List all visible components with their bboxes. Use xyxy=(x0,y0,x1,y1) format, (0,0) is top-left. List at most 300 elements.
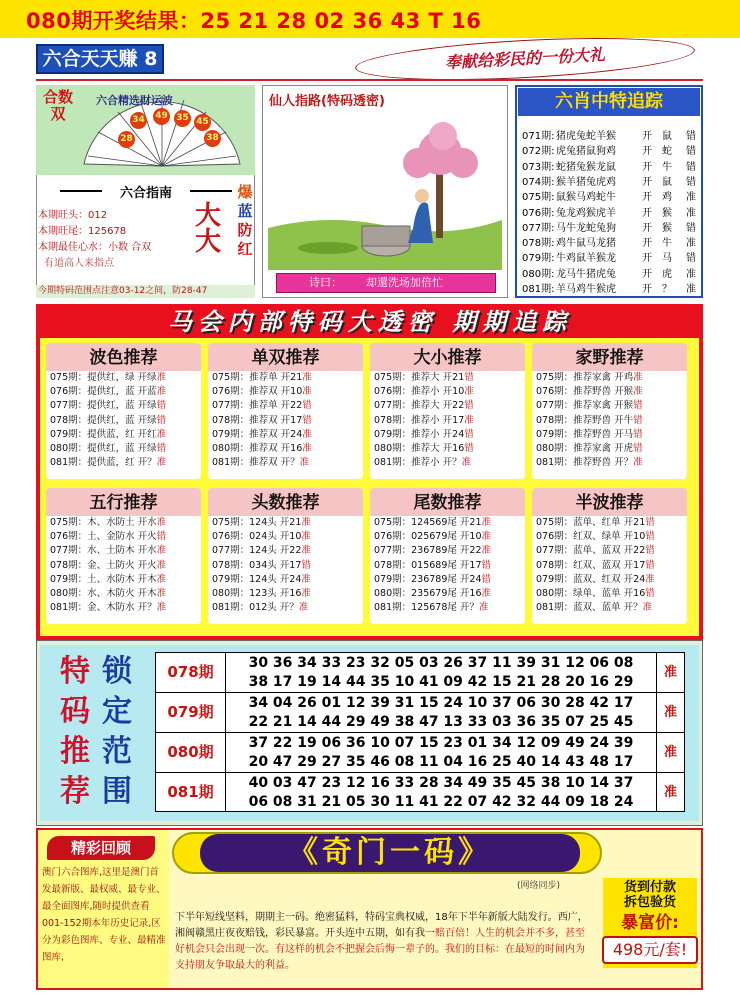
card-row-result: 错 xyxy=(464,428,474,440)
info-line: 本期旺头：012 xyxy=(38,210,108,221)
card-row-text: 079期：124头 开24 xyxy=(212,573,302,585)
special-numbers xyxy=(226,653,656,692)
gift-slogan: 奉献给彩民的一份大礼 xyxy=(354,31,696,87)
char: 定 xyxy=(102,694,132,729)
card-row-result: 准 xyxy=(481,517,492,528)
special-table xyxy=(155,652,685,812)
card-row-result: 错 xyxy=(481,573,492,585)
card-row xyxy=(532,414,687,428)
card-row-text: 080期：推荐家禽 开虎 xyxy=(536,443,634,455)
card-row xyxy=(46,414,201,428)
card-row-result: 准 xyxy=(156,372,167,383)
tracking-animals: 马牛龙蛇兔狗 xyxy=(556,222,616,234)
tracking-period: 077期: xyxy=(522,222,555,234)
card-row-text: 077期：推荐家禽 开猴 xyxy=(536,400,634,412)
card-row-result: 错 xyxy=(633,414,643,426)
card-row-text: 075期：124569尾 开21 xyxy=(374,517,482,528)
card-row-text: 081期：推荐小 开？ xyxy=(374,457,462,469)
tracking-open: 开 xyxy=(642,222,652,234)
card-row xyxy=(532,573,687,587)
tracking-row xyxy=(522,249,696,264)
card-row-text: 077期：124头 开22 xyxy=(212,545,302,557)
card-row xyxy=(208,385,363,399)
ball: 45 xyxy=(194,114,211,131)
card-row-text: 081期：蓝双、蓝单 开？ xyxy=(536,602,643,614)
char: 围 xyxy=(102,774,132,809)
card-row-text: 080期：推荐双 开16 xyxy=(212,443,303,455)
card-row-text: 076期：推荐双 开10 xyxy=(212,386,303,398)
card-row-result: 准 xyxy=(481,545,492,557)
card-row-text: 076期：025679尾 开10 xyxy=(374,531,482,543)
tracking-animals: 鸡牛鼠马龙猪 xyxy=(556,238,616,250)
card-row-result: 错 xyxy=(645,517,655,528)
recommend-card xyxy=(532,343,687,479)
special-number-line: 20 47 29 27 35 46 08 11 04 16 25 40 14 43 48 17 xyxy=(248,754,634,770)
card-row xyxy=(370,544,525,558)
tracking-zodiac: 猴 xyxy=(662,222,672,234)
card-row xyxy=(208,544,363,558)
card-row-text: 080期：提供红，蓝 开绿 xyxy=(50,443,157,455)
card-row-result: 准 xyxy=(302,386,312,398)
recommend-card xyxy=(46,488,201,624)
card-row xyxy=(46,559,201,573)
results-banner xyxy=(0,0,740,38)
special-mark: 准 xyxy=(656,653,684,692)
card-row xyxy=(370,442,525,456)
review-title: 精彩回顾 xyxy=(47,836,155,860)
card-row xyxy=(46,442,201,456)
recommend-card xyxy=(208,488,363,624)
card-row xyxy=(370,587,525,601)
price-value: 498元/套! xyxy=(602,936,698,964)
card-row xyxy=(208,442,363,456)
card-row-text: 079期：236789尾 开24 xyxy=(374,573,482,585)
card-row-result: 错 xyxy=(633,443,643,455)
price-label: 暴富价: xyxy=(621,913,679,933)
card-row-result: 准 xyxy=(633,386,643,398)
tracking-status: 错 xyxy=(686,161,696,173)
illustration-image xyxy=(268,108,502,270)
card-row-text: 079期：提供蓝，红 开红 xyxy=(50,428,157,440)
card-row xyxy=(46,371,201,385)
card-row-result: 错 xyxy=(156,400,167,412)
card-row-text: 075期：推荐大 开21 xyxy=(374,372,465,383)
tracking-period: 076期: xyxy=(522,207,555,219)
tracking-row xyxy=(522,127,696,142)
card-row xyxy=(532,559,687,573)
divider xyxy=(36,79,703,81)
card-row xyxy=(532,442,687,456)
card-row-text: 079期：推荐小 开24 xyxy=(374,428,465,440)
card-row-text: 077期：236789尾 开22 xyxy=(374,545,482,557)
card-row-result: 准 xyxy=(156,573,167,585)
tracking-zodiac: 马 xyxy=(662,253,672,265)
recommend-card xyxy=(208,343,363,479)
card-row-text: 081期：125678尾 开？ xyxy=(374,602,479,614)
card-row-result: 准 xyxy=(302,372,312,383)
card-title: 波色推荐 xyxy=(46,343,201,371)
zodiac-label: 合数双 xyxy=(43,88,74,123)
card-title: 头数推荐 xyxy=(208,488,363,516)
tracking-animals: 虎兔猪鼠狗鸡 xyxy=(556,146,616,158)
card-row-result: 准 xyxy=(633,457,643,469)
card-row xyxy=(370,399,525,413)
card-row-result: 错 xyxy=(633,400,643,412)
fan-title: 六合精选财运波 xyxy=(96,94,173,107)
special-row xyxy=(156,653,684,693)
tracking-zodiac: 虎 xyxy=(662,268,672,280)
card-title: 尾数推荐 xyxy=(370,488,525,516)
tracking-period: 073期: xyxy=(522,161,555,173)
special-row xyxy=(156,693,684,733)
card-row-result: 准 xyxy=(481,588,492,600)
tracking-status: 错 xyxy=(686,222,696,234)
special-number-line: 30 36 34 33 23 32 05 03 26 37 11 39 31 12 06 08 xyxy=(248,655,634,671)
char: 范 xyxy=(102,734,132,769)
card-row-text: 081期：推荐野兽 开？ xyxy=(536,457,634,469)
card-title: 家野推荐 xyxy=(532,343,687,371)
recommend-card xyxy=(46,343,201,479)
card-row-result: 准 xyxy=(156,428,167,440)
edition-label: 六合天天赚 8 xyxy=(36,44,164,74)
side-chars xyxy=(233,183,257,259)
card-row xyxy=(532,530,687,544)
tracking-open: 开 xyxy=(642,268,652,280)
card-row xyxy=(532,428,687,442)
tracking-period: 079期: xyxy=(522,253,555,265)
tracking-open: 开 xyxy=(642,192,652,204)
guide-title: 六合指南 xyxy=(60,182,232,201)
card-row xyxy=(370,428,525,442)
tracking-status: 错 xyxy=(686,131,696,142)
card-row-text: 079期：蓝双、红双 开24 xyxy=(536,573,646,585)
special-mark: 准 xyxy=(656,733,684,772)
card-row-text: 076期：红双、绿单 开10 xyxy=(536,531,646,543)
tracking-zodiac: 鼠 xyxy=(662,176,672,188)
tracking-open: 开 xyxy=(642,253,652,265)
card-row xyxy=(46,601,201,615)
tracking-period: 071期: xyxy=(522,131,555,142)
card-row xyxy=(370,414,525,428)
card-row-result: 准 xyxy=(299,457,310,469)
card-row-result: 准 xyxy=(302,443,312,455)
char: 推 xyxy=(60,734,90,769)
card-row xyxy=(46,530,201,544)
card-row xyxy=(46,385,201,399)
tracking-animals: 兔龙鸡猴虎羊 xyxy=(556,207,616,219)
card-row xyxy=(208,399,363,413)
card-row-result: 准 xyxy=(461,457,472,469)
big-char: 大大 xyxy=(194,201,221,257)
card-row xyxy=(208,573,363,587)
tracking-row xyxy=(522,188,696,203)
card-row xyxy=(370,385,525,399)
tracking-period: 075期: xyxy=(522,192,555,204)
tracking-row xyxy=(522,173,696,188)
card-row xyxy=(370,601,525,615)
tracking-animals: 龙马牛猪虎兔 xyxy=(556,268,616,280)
char: 特 xyxy=(60,654,90,689)
card-row-result: 错 xyxy=(464,400,474,412)
card-row-result: 准 xyxy=(156,559,167,571)
card-row-text: 079期：推荐双 开24 xyxy=(212,428,303,440)
card-row xyxy=(370,530,525,544)
card-row-text: 078期：034头 开17 xyxy=(212,559,302,571)
card-row xyxy=(370,573,525,587)
tracking-zodiac: 蛇 xyxy=(662,146,672,158)
card-row-result: 准 xyxy=(301,531,311,543)
card-row xyxy=(532,601,687,615)
ball: 49 xyxy=(153,108,170,125)
special-number-line: 06 08 31 21 05 30 11 41 22 07 42 32 44 09 18 24 xyxy=(248,794,634,810)
ball: 38 xyxy=(204,130,221,147)
card-row-text: 078期：推荐双 开17 xyxy=(212,414,303,426)
card-row-text: 081期：推荐双 开？ xyxy=(212,457,300,469)
card-row-result: 错 xyxy=(156,443,167,455)
card-row-result: 错 xyxy=(645,559,655,571)
banner-title: 《奇门一码》 xyxy=(200,834,580,872)
card-row-result: 准 xyxy=(301,545,311,557)
special-number-line: 34 04 26 01 12 39 31 15 24 10 37 06 30 28 42 17 xyxy=(248,695,634,711)
special-left-chars xyxy=(55,652,95,812)
card-row-text: 080期：绿单、蓝单 开16 xyxy=(536,588,646,600)
tracking-status: 错 xyxy=(686,253,696,265)
tracking-status: 准 xyxy=(686,268,696,280)
card-row-text: 078期：提供红，蓝 开绿 xyxy=(50,414,157,426)
card-row-text: 075期：木、水防土 开水 xyxy=(50,517,157,528)
tracking-period: 081期: xyxy=(522,284,555,295)
tracking-open: 开 xyxy=(642,284,652,295)
card-row xyxy=(370,516,525,530)
card-row-result: 准 xyxy=(302,428,312,440)
cod-line: 拆包验货 xyxy=(623,895,676,910)
recommend-card xyxy=(532,488,687,624)
special-numbers xyxy=(226,773,656,812)
tracking-zodiac: 鸡 xyxy=(662,192,672,204)
side-char: 防 xyxy=(237,221,253,239)
card-row-result: 准 xyxy=(642,602,653,614)
card-row-text: 078期：推荐小 开17 xyxy=(374,414,465,426)
card-row-text: 080期：水、木防火 开木 xyxy=(50,588,157,600)
card-row-result: 错 xyxy=(301,559,311,571)
tracking-zodiac: 鼠 xyxy=(662,131,672,142)
card-row-result: 错 xyxy=(481,559,492,571)
info-line: 有道高人来指点 xyxy=(44,258,114,269)
tracking-animals: 蛇猪兔猴龙鼠 xyxy=(556,161,616,173)
tracking-status: 准 xyxy=(686,284,696,295)
tracking-animals: 猪虎兔蛇羊猴 xyxy=(556,131,616,142)
card-title: 单双推荐 xyxy=(208,343,363,371)
info-line: 本期旺尾：125678 xyxy=(38,226,127,237)
poem-text: 却還洗场加倍忙 xyxy=(366,276,443,289)
card-row xyxy=(208,587,363,601)
tracking-animals: 猴羊猪兔虎鸡 xyxy=(556,176,616,188)
card-row-result: 准 xyxy=(156,457,167,469)
card-row-text: 077期：推荐单 开22 xyxy=(212,400,303,412)
tracking-row xyxy=(522,265,696,280)
card-row-result: 准 xyxy=(481,531,492,543)
card-row xyxy=(208,559,363,573)
card-row-text: 076期：推荐野兽 开猴 xyxy=(536,386,634,398)
promo-line: 下半年短线坚料，期期主一码。绝密猛料，特码宝典权威，18年下半年新版大陆发行。西广，湘阀赣黑庄夜夜赔钱，彩民暴富。开头连中五期，如有我一 xyxy=(175,912,588,939)
card-row-text: 075期：推荐家禽 开鸡 xyxy=(536,372,634,383)
card-row-text: 077期：蓝单、蓝双 开22 xyxy=(536,545,646,557)
card-row-result: 准 xyxy=(298,602,309,614)
card-row xyxy=(208,530,363,544)
card-row xyxy=(208,601,363,615)
special-period: 080期 xyxy=(156,733,226,772)
card-row-result: 错 xyxy=(156,414,167,426)
tracking-status: 准 xyxy=(686,207,696,219)
tracking-open: 开 xyxy=(642,176,652,188)
card-row xyxy=(208,414,363,428)
special-period: 081期 xyxy=(156,773,226,812)
card-row-text: 080期：推荐大 开16 xyxy=(374,443,465,455)
sync-note: (网络同步) xyxy=(517,881,561,891)
recommend-title: 马会内部特码大透密 期期追踪 xyxy=(167,307,573,336)
char: 锁 xyxy=(102,654,132,689)
tracking-status: 错 xyxy=(686,146,696,158)
info-line: 本期最佳心水：小数 合双 xyxy=(38,242,152,253)
tracking-period: 074期: xyxy=(522,176,555,188)
tracking-period: 072期: xyxy=(522,146,555,158)
card-row xyxy=(46,399,201,413)
card-row-text: 078期：红双、蓝双 开17 xyxy=(536,559,646,571)
card-row-result: 准 xyxy=(156,517,167,528)
range-note: 今期特码范围点注意03-12之间，防28-47 xyxy=(36,285,255,298)
tracking-row xyxy=(522,204,696,219)
card-row xyxy=(370,456,525,470)
card-row xyxy=(46,516,201,530)
side-char: 蓝 xyxy=(237,202,253,220)
char: 码 xyxy=(60,694,90,729)
card-row-text: 080期：123头 开16 xyxy=(212,588,302,600)
cod-line: 货到付款 xyxy=(623,880,676,895)
card-row-text: 077期：水、土防木 开水 xyxy=(50,545,157,557)
tracking-zodiac: 牛 xyxy=(662,238,672,250)
card-row-text: 076期：土、金防水 开火 xyxy=(50,531,157,543)
tracking-status: 准 xyxy=(686,238,696,250)
results-text: 080期开奖结果：25 21 28 02 36 43 T 16 xyxy=(26,9,482,33)
ball: 34 xyxy=(130,112,147,129)
card-row-text: 075期：提供红，绿 开绿 xyxy=(50,372,157,383)
special-row xyxy=(156,773,684,813)
card-row xyxy=(532,516,687,530)
card-row xyxy=(46,544,201,558)
card-row xyxy=(46,456,201,470)
card-row xyxy=(370,371,525,385)
tracking-animals: 鼠猴马鸡蛇牛 xyxy=(556,192,616,204)
card-row-result: 准 xyxy=(156,602,167,614)
tracking-zodiac: 牛 xyxy=(662,161,672,173)
card-row-result: 错 xyxy=(633,428,643,440)
card-row-result: 错 xyxy=(464,372,474,383)
tracking-open: 开 xyxy=(642,238,652,250)
card-row-result: 错 xyxy=(464,443,474,455)
card-row-result: 错 xyxy=(156,531,167,543)
card-title: 大小推荐 xyxy=(370,343,525,371)
card-row xyxy=(46,428,201,442)
card-row xyxy=(46,573,201,587)
card-row-result: 错 xyxy=(645,588,655,600)
card-row-result: 准 xyxy=(645,573,655,585)
card-row-text: 078期：推荐野兽 开牛 xyxy=(536,414,634,426)
promo-text xyxy=(175,910,590,974)
poem-bar xyxy=(276,273,496,293)
card-row xyxy=(532,371,687,385)
special-period: 079期 xyxy=(156,693,226,732)
review-text: 澳门六合图库,这里是澳门首发最新版、最权威、最专业、最全面图库,随时提供查看001-152期本年历史记录,区分为彩色图库、专业、最精准图库, xyxy=(42,867,166,963)
card-row xyxy=(208,516,363,530)
tracking-row xyxy=(522,158,696,173)
tracking-title: 六肖中特追踪 xyxy=(518,88,700,116)
ball: 28 xyxy=(118,131,135,148)
card-row-text: 077期：推荐大 开22 xyxy=(374,400,465,412)
special-row xyxy=(156,733,684,773)
card-row-text: 081期：012头 开？ xyxy=(212,602,299,614)
card-row-text: 079期：土、水防木 开木 xyxy=(50,573,157,585)
special-number-line: 38 17 19 14 44 35 10 41 09 42 15 21 28 20 16 29 xyxy=(248,674,634,690)
card-row-result: 准 xyxy=(301,588,311,600)
card-row-text: 081期：提供蓝，红 开？ xyxy=(50,457,157,469)
ball: 35 xyxy=(174,110,191,127)
card-row xyxy=(532,399,687,413)
tracking-status: 准 xyxy=(686,192,696,204)
card-title: 五行推荐 xyxy=(46,488,201,516)
card-row-text: 078期：金、土防火 开火 xyxy=(50,559,157,571)
char: 荐 xyxy=(60,774,90,809)
card-row-result: 错 xyxy=(645,545,655,557)
card-title: 半波推荐 xyxy=(532,488,687,516)
card-row-result: 准 xyxy=(464,414,474,426)
side-char: 爆 xyxy=(237,183,253,201)
card-row-text: 075期：蓝单、红单 开21 xyxy=(536,517,646,528)
special-numbers xyxy=(226,693,656,732)
card-row xyxy=(532,587,687,601)
card-row xyxy=(370,559,525,573)
special-numbers xyxy=(226,733,656,772)
card-row-result: 错 xyxy=(302,400,312,412)
tracking-open: 开 xyxy=(642,146,652,158)
side-char: 红 xyxy=(237,240,253,258)
card-row-text: 079期：推荐野兽 开马 xyxy=(536,428,634,440)
card-row-result: 准 xyxy=(301,573,311,585)
card-row-result: 错 xyxy=(645,531,655,543)
special-number-line: 37 22 19 06 36 10 07 15 23 01 34 12 09 49 24 39 xyxy=(248,735,634,751)
card-row xyxy=(532,544,687,558)
card-row-text: 078期：015689尾 开17 xyxy=(374,559,482,571)
card-row-result: 准 xyxy=(156,588,167,600)
tracking-open: 开 xyxy=(642,207,652,219)
card-row-result: 准 xyxy=(464,386,474,398)
card-row xyxy=(532,385,687,399)
card-row xyxy=(208,456,363,470)
tracking-open: 开 xyxy=(642,161,652,173)
special-mark: 准 xyxy=(656,773,684,812)
card-row-result: 准 xyxy=(478,602,489,614)
tracking-period: 080期: xyxy=(522,268,555,280)
card-row-text: 081期：金、木防水 开？ xyxy=(50,602,157,614)
card-row-text: 075期：124头 开21 xyxy=(212,517,302,528)
tracking-zodiac: ？ xyxy=(662,284,672,295)
tracking-row xyxy=(522,219,696,234)
promo-line: 赔百倍！人生的机会并不多，甚至好机会只会出现一次。有这样的机会不把握会后悔一辈子的。我们的目标：在最短的时间内为支持朋友争取最大的利益。 xyxy=(175,928,585,971)
card-row-text: 080期：235679尾 开16 xyxy=(374,588,482,600)
card-row-text: 075期：推荐单 开21 xyxy=(212,372,303,383)
fairy-title: 仙人指路(特码透密) xyxy=(269,94,385,109)
card-row xyxy=(208,428,363,442)
tracking-row xyxy=(522,234,696,249)
